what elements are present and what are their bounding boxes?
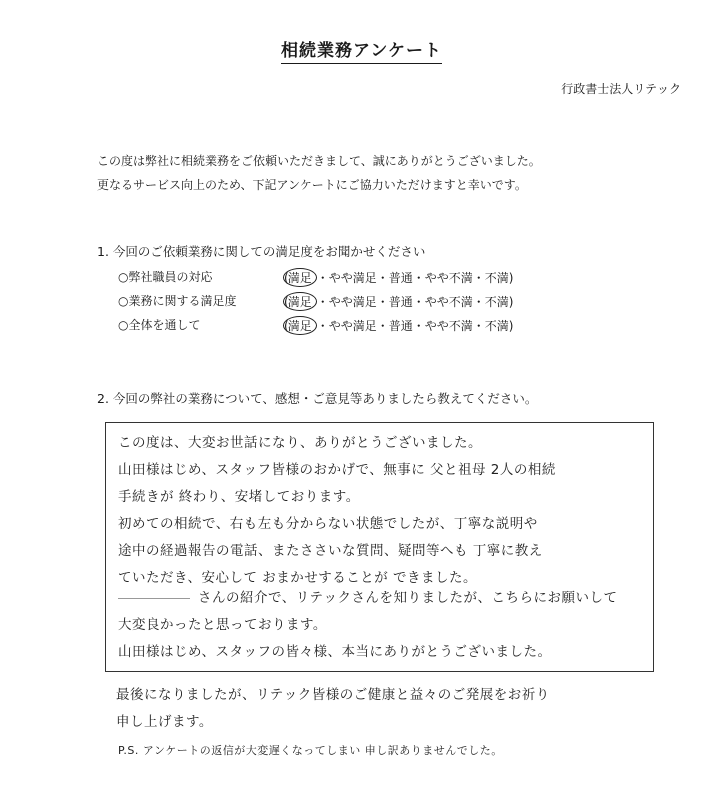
intro-text [97,149,541,197]
question1-item-label: ○全体を通して [118,318,201,332]
question1-item-options: (満足 ・やや満足・普通・やや不満・不満) [284,292,513,311]
intro-line: 更なるサービス向上のため、下記アンケートにご協力いただけますと幸いです。 [97,178,527,192]
closing-line: 最後になりましたが、リテック皆様のご健康と益々のご発展をお祈り [116,687,550,703]
answer-line: 初めての相続で、右も左も分からない状態でしたが、丁寧な説明や [118,516,538,532]
redacted-name-blank [118,598,190,599]
answer-line: さんの紹介で、リテックさんを知りましたが、こちらにお願いして [198,590,618,606]
closing-line: 申し上げます。 [116,714,213,730]
question1-item-options: (満足 ・やや満足・普通・やや不満・不満) [284,316,513,335]
survey-title: 相続業務アンケート [0,36,723,61]
selected-option-circle[interactable]: 満足 [283,316,317,335]
question1-item-label: ○弊社職員の対応 [118,270,213,284]
question2-title: 2. 今回の弊社の業務について、感想・ご意見等ありましたら教えてください。 [97,391,538,406]
answer-line: 山田様はじめ、スタッフの皆々様、本当にありがとうございました。 [118,644,552,660]
answer-line: ていただき、安心して おまかせすることが できました。 [118,570,478,586]
selected-option-circle[interactable]: 満足 [283,292,317,311]
postscript: P.S. アンケートの返信が大変遅くなってしまい 申し訳ありませんでした。 [118,744,503,757]
question1-item-label: ○業務に関する満足度 [118,294,237,308]
question1-item-options: (満足 ・やや満足・普通・やや不満・不満) [284,268,513,287]
question1-title: 1. 今回のご依頼業務に関しての満足度をお聞かせください [97,244,426,259]
answer-line: 山田様はじめ、スタッフ皆様のおかげで、無事に 父と祖母 2人の相続 [118,462,556,478]
answer-line: 途中の経過報告の電話、またささいな質問、疑問等へも 丁寧に教え [118,543,543,559]
answer-line: 大変良かったと思っております。 [118,617,327,633]
answer-line: 手続きが 終わり、安堵しております。 [118,489,360,505]
answer-line: この度は、大変お世話になり、ありがとうございました。 [118,435,482,451]
intro-line: この度は弊社に相続業務をご依頼いただきまして、誠にありがとうございました。 [97,154,541,168]
organization-name: 行政書士法人リテック [561,82,681,96]
selected-option-circle[interactable]: 満足 [283,268,317,287]
